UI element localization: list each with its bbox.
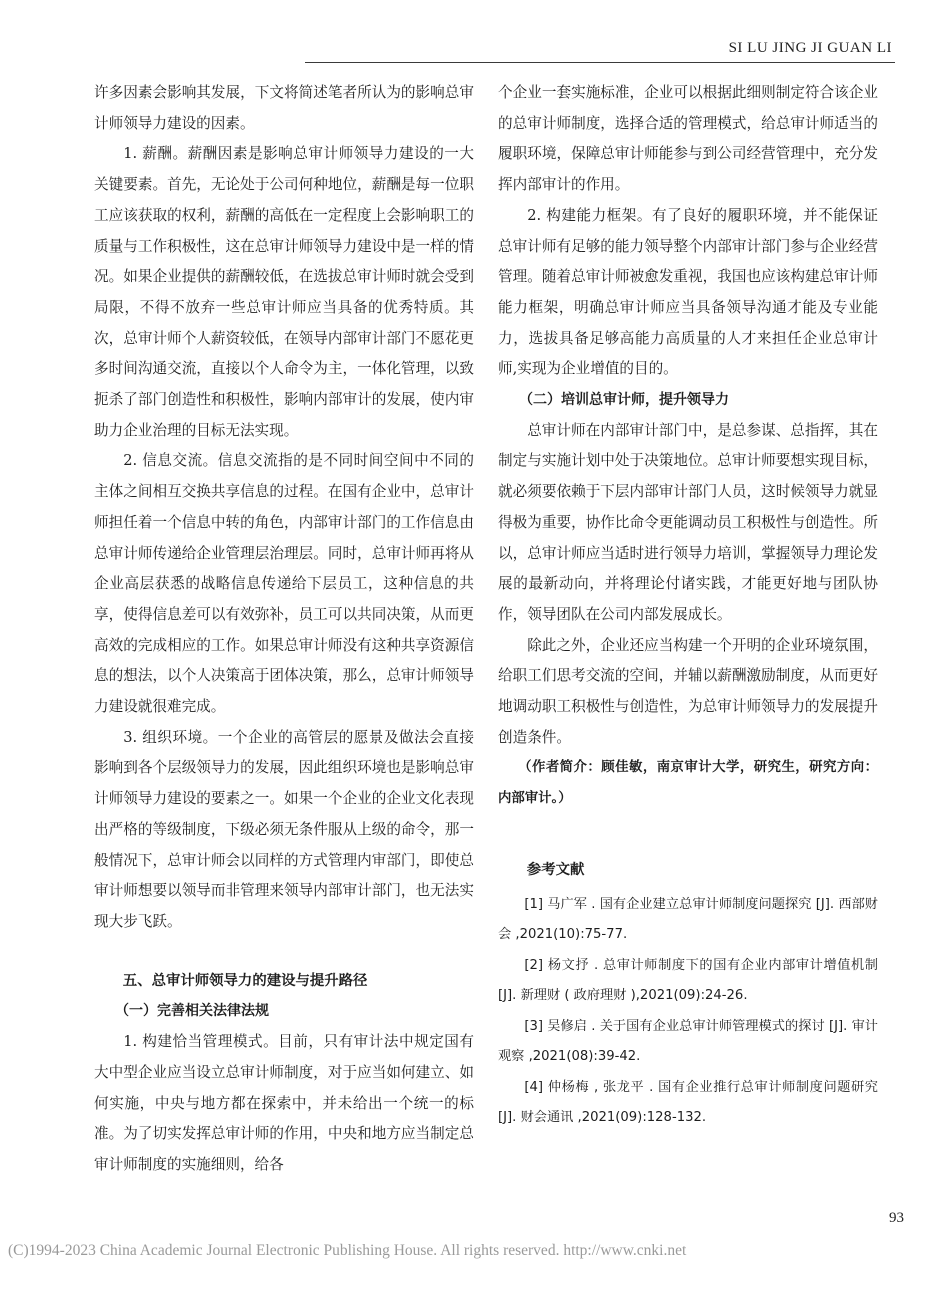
- paragraph-continuation: 许多因素会影响其发展，下文将简述笔者所认为的影响总审计师领导力建设的因素。: [94, 84, 474, 132]
- paragraph-information-exchange: 2. 信息交流。信息交流指的是不同时间空间中不同的主体之间相互交换共享信息的过程。在国有企业中，总审计师担任着一个信息中转的角色，内部审计部门的工作信息由总审计师传递给企业管理层治理层。同时，总审计师再将从企业高层获悉的战略信息传递给下层员工，这种信息的共享，使得信息差可以有效弥补，员工可以共同决策，从而更高效的完成相应的工作。如果总审计师没有这种共享资源信息的想法，以个人决策高于团体决策，那么，总审计师领导力建设就很难完成。: [94, 452, 474, 716]
- references-heading: 参考文献: [526, 861, 585, 878]
- reference-item: [2] 杨文抒 . 总审计师制度下的国有企业内部审计增值机制 [J]. 新理财 ( 政府理财 ),2021(09):24-26.: [498, 957, 878, 1004]
- sub-heading-laws: （一）完善相关法律法规: [115, 1003, 269, 1020]
- reference-item: [3] 吴修启 . 关于国有企业总审计师管理模式的探讨 [J]. 审计观察 ,2021(08):39-42.: [498, 1018, 878, 1065]
- page-number: 93: [889, 1210, 904, 1226]
- paragraph-capability-framework: 2. 构建能力框架。有了良好的履职环境，并不能保证总审计师有足够的能力领导整个内部审计部门参与企业经营管理。随着总审计师被愈发重视，我国也应该构建总审计师能力框架，明确总审计师应当具备领导沟通才能及专业能力，选拔具备足够高能力高质量的人才来担任企业总审计师,实现为企业增值的目的。: [498, 206, 878, 378]
- right-column: [498, 78, 878, 1134]
- paragraph-organizational-environment: 3. 组织环境。一个企业的高管层的愿景及做法会直接影响到各个层级领导力的发展，因此组织环境也是影响总审计师领导力建设的要素之一。如果一个企业的企业文化表现出严格的等级制度，下级必须无条件服从上级的命令，那一般情况下，总审计师会以同样的方式管理内审部门，即使总审计师想要以领导而非管理来领导内部审计部门，也无法实现大步飞跃。: [94, 728, 474, 930]
- paragraph-salary: 1. 薪酬。薪酬因素是影响总审计师领导力建设的一大关键要素。首先，无论处于公司何种地位，薪酬是每一位职工应该获取的权利，薪酬的高低在一定程度上会影响职工的质量与工作积极性，这在总审计师领导力建设中是一样的情况。如果企业提供的薪酬较低，在选拔总审计师时就会受到局限，不得不放弃一些总审计师应当具备的优秀特质。其次，总审计师个人薪资较低，在领导内部审计部门不愿花更多时间沟通交流，直接以个人命令为主，一体化管理，以致扼杀了部门创造性和积极性，影响内部审计的发展，使内审助力企业治理的目标无法实现。: [94, 145, 474, 439]
- left-column: [94, 78, 474, 1181]
- header-rule: [305, 62, 895, 63]
- copyright-footer: (C)1994-2023 China Academic Journal Electronic Publishing House. All rights reserved. http://www.cnki.net: [8, 1242, 687, 1259]
- paragraph-management-model: 1. 构建恰当管理模式。目前，只有审计法中规定国有大中型企业应当设立总审计师制度，对于应当如何建立、如何实施，中央与地方都在探索中，并未给出一个统一的标准。为了切实发挥总审计师的作用，中央和地方应当制定总审计师制度的实施细则，给各: [94, 1033, 474, 1173]
- reference-item: [4] 仲杨梅 , 张龙平 . 国有企业推行总审计师制度问题研究 [J]. 财会通讯 ,2021(09):128-132.: [498, 1079, 878, 1126]
- author-bio: （作者简介：顾佳敏，南京审计大学，研究生，研究方向：内部审计。）: [498, 760, 878, 807]
- paragraph-continuation-right: 个企业一套实施标准，企业可以根据此细则制定符合该企业的总审计师制度，选择合适的管理模式，给总审计师适当的履职环境，保障总审计师能参与到公司经营管理中，充分发挥内部审计的作用。: [498, 84, 878, 194]
- paragraph-chief-auditor-role: 总审计师在内部审计部门中，是总参谋、总指挥，其在制定与实施计划中处于决策地位。总审计师要想实现目标，就必须要依赖于下层内部审计部门人员，这时候领导力就显得极为重要，协作比命令更能调动员工积极性与创造性。所以，总审计师应当适时进行领导力培训，掌握领导力理论发展的最新动向，并将理论付诸实践，才能更好地与团队协作，领导团队在公司内部发展成长。: [498, 421, 878, 623]
- paragraph-environment: 除此之外，企业还应当构建一个开明的企业环境氛围，给职工们思考交流的空间，并辅以薪酬激励制度，从而更好地调动职工积极性与创造性，为总审计师领导力的发展提升创造条件。: [498, 636, 878, 746]
- reference-item: [1] 马广军 . 国有企业建立总审计师制度问题探究 [J]. 西部财会 ,2021(10):75-77.: [498, 896, 878, 943]
- sub-heading-training: （二）培训总审计师，提升领导力: [519, 392, 729, 409]
- section-heading: 五、总审计师领导力的建设与提升路径: [122, 972, 368, 989]
- running-title: SI LU JING JI GUAN LI: [728, 40, 892, 56]
